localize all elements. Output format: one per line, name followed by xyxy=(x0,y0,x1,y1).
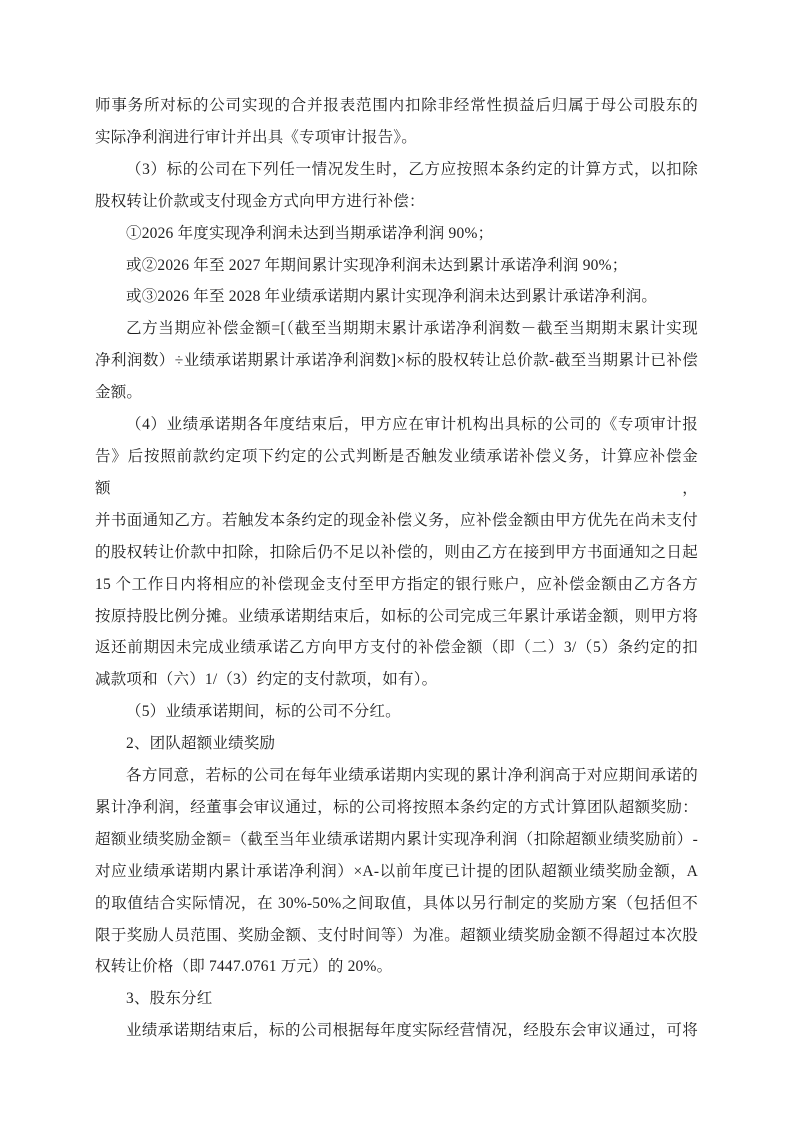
text-line: 3、股东分红 xyxy=(126,990,213,1008)
text-line: 乙方当期应补偿金额=[（截至当期期末累计承诺净利润数－截至当期期末累计实现 xyxy=(126,320,698,338)
text-line: 15 个工作日内将相应的补偿现金支付至甲方指定的银行账户，应补偿金额由乙方各方 xyxy=(95,575,698,593)
text-line: 股权转让价款或支付现金方式向甲方进行补偿： xyxy=(95,192,425,210)
text-line: 告》后按照前款约定项下约定的公式判断是否触发业绩承诺补偿义务，计算应补偿金额， xyxy=(95,447,698,497)
text-line: 业绩承诺期结束后，标的公司根据每年度实际经营情况，经股东会审议通过，可将 xyxy=(126,1022,698,1040)
text-line: 或③2026 年至 2028 年业绩承诺期内累计实现净利润未达到累计承诺净利润。 xyxy=(126,288,658,306)
text-line: 超额业绩奖励金额=（截至当年业绩承诺期内累计实现净利润（扣除超额业绩奖励前）- xyxy=(95,830,698,848)
text-line: 累计净利润，经董事会审议通过，标的公司将按照本条约定的方式计算团队超额奖励： xyxy=(95,798,698,816)
text-line: 返还前期因未完成业绩承诺乙方向甲方支付的补偿金额（即（二）3/（5）条约定的扣 xyxy=(95,639,698,657)
text-line: 限于奖励人员范围、奖励金额、支付时间等）为准。超额业绩奖励金额不得超过本次股 xyxy=(95,926,698,944)
text-line: （5）业绩承诺期间，标的公司不分红。 xyxy=(126,703,401,721)
text-line: 金额。 xyxy=(95,384,143,402)
text-line: （4）业绩承诺期各年度结束后，甲方应在审计机构出具标的公司的《专项审计报 xyxy=(126,416,698,434)
text-line: 的取值结合实际情况，在 30%-50%之间取值，具体以另行制定的奖励方案（包括但不 xyxy=(95,894,698,912)
document-body xyxy=(95,90,698,1047)
text-line: 2、团队超额业绩奖励 xyxy=(126,735,276,753)
text-line: 师事务所对标的公司实现的合并报表范围内扣除非经常性损益后归属于母公司股东的 xyxy=(95,97,698,114)
text-line: ①2026 年度实现净利润未达到当期承诺净利润 90%； xyxy=(126,224,494,242)
text-line: 各方同意，若标的公司在每年业绩承诺期内实现的累计净利润高于对应期间承诺的 xyxy=(126,767,698,785)
text-line: 按原持股比例分摊。业绩承诺期结束后，如标的公司完成三年累计承诺金额，则甲方将 xyxy=(95,607,698,625)
text-line: 并书面通知乙方。若触发本条约定的现金补偿义务，应补偿金额由甲方优先在尚未支付 xyxy=(95,511,698,529)
text-line: 或②2026 年至 2027 年期间累计实现净利润未达到累计承诺净利润 90%； xyxy=(126,256,628,274)
text-line: （3）标的公司在下列任一情况发生时，乙方应按照本条约定的计算方式，以扣除 xyxy=(126,160,698,178)
text-line: 的股权转让价款中扣除，扣除后仍不足以补偿的，则由乙方在接到甲方书面通知之日起 xyxy=(95,543,698,561)
text-line: 减款项和（六）1/（3）约定的支付款项，如有）。 xyxy=(95,671,438,689)
text-line: 对应业绩承诺期内累计承诺净利润）×A-以前年度已计提的团队超额业绩奖励金额，A xyxy=(95,862,698,880)
text-line: 净利润数）÷业绩承诺期累计承诺净利润数]×标的股权转让总价款-截至当期累计已补偿 xyxy=(95,352,698,370)
text-line: 实际净利润进行审计并出具《专项审计报告》。 xyxy=(95,128,417,146)
text-line: 权转让价格（即 7447.0761 万元）的 20%。 xyxy=(95,958,393,976)
